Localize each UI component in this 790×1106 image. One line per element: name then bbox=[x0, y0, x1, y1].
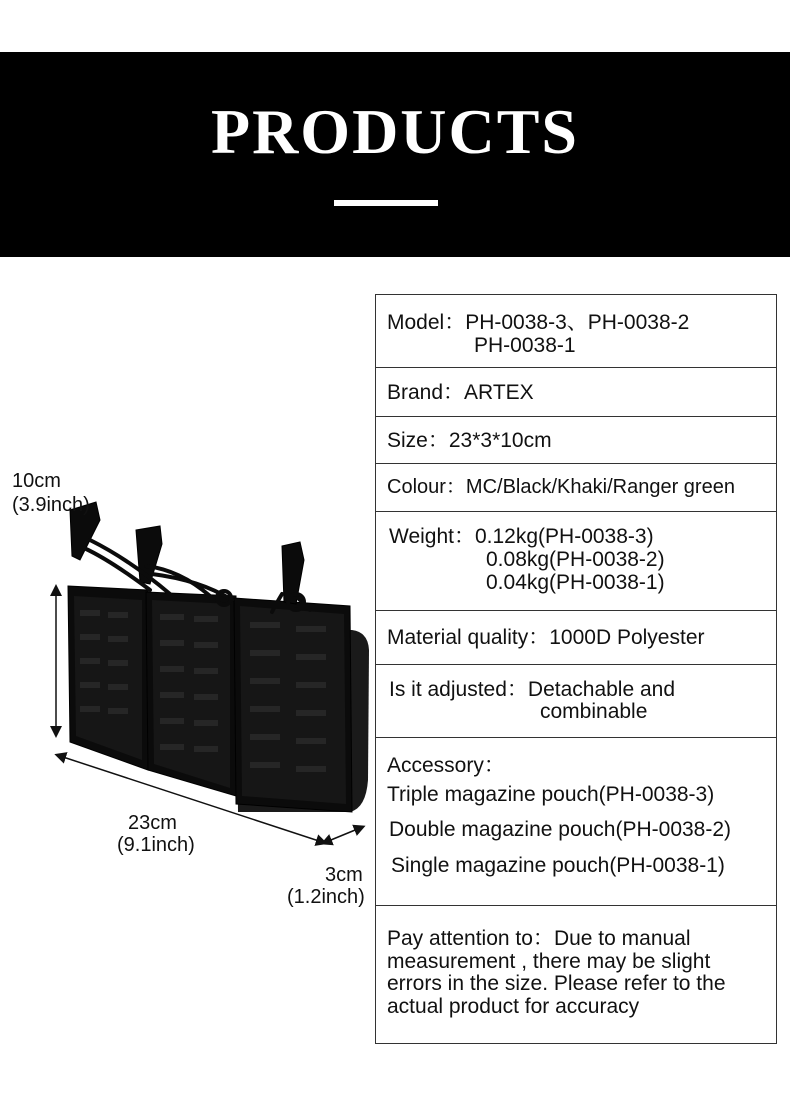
height-cm-label: 10cm bbox=[12, 470, 61, 492]
spec-row-brand bbox=[376, 368, 776, 417]
material-label: Material quality： bbox=[387, 626, 550, 649]
pouch-middle bbox=[146, 592, 236, 796]
size-value: 23*3*10cm bbox=[448, 429, 552, 452]
spec-row-attention bbox=[376, 906, 776, 1043]
colour-value: MC/Black/Khaki/Ranger green bbox=[465, 476, 735, 498]
accessory-item-single: Single magazine pouch(PH-0038-1) bbox=[391, 854, 725, 877]
adjusted-value-line2: combinable bbox=[540, 700, 648, 723]
spec-row-adjusted bbox=[376, 665, 776, 738]
accessory-item-triple: Triple magazine pouch(PH-0038-3) bbox=[387, 783, 715, 806]
model-label: Model： bbox=[387, 311, 466, 334]
spec-row-size bbox=[376, 417, 776, 464]
size-label: Size： bbox=[387, 429, 449, 452]
weight-label: Weight： bbox=[389, 525, 475, 548]
spec-row-colour bbox=[376, 464, 776, 512]
attention-line3: errors in the size. Please refer to the bbox=[387, 972, 726, 995]
pouch-left bbox=[68, 586, 148, 770]
weight-value-line3: 0.04kg(PH-0038-1) bbox=[486, 571, 665, 594]
brand-value: ARTEX bbox=[464, 381, 534, 404]
material-value: 1000D Polyester bbox=[549, 626, 705, 649]
weight-value-line1: 0.12kg(PH-0038-3) bbox=[474, 525, 654, 548]
spec-row-weight bbox=[376, 512, 776, 611]
attention-line1: Due to manual bbox=[553, 927, 691, 950]
adjusted-value-line1: Detachable and bbox=[527, 678, 676, 701]
pouch-right bbox=[234, 598, 352, 812]
spec-row-material bbox=[376, 611, 776, 665]
height-inch-label: (3.9inch) bbox=[12, 494, 90, 516]
attention-line4: actual product for accuracy bbox=[387, 994, 640, 1018]
width-cm-label: 23cm bbox=[128, 812, 177, 834]
brand-label: Brand： bbox=[387, 381, 465, 404]
adjusted-label: Is it adjusted： bbox=[389, 678, 528, 701]
model-value-line1: PH-0038-3、PH-0038-2 bbox=[465, 311, 690, 334]
page-title: PRODUCTS bbox=[210, 96, 580, 167]
spec-table bbox=[375, 294, 777, 1044]
depth-cm-label: 3cm bbox=[325, 864, 363, 886]
attention-line2: measurement , there may be slight bbox=[387, 949, 711, 973]
depth-inch-label: (1.2inch) bbox=[287, 886, 365, 908]
spec-row-accessory bbox=[376, 738, 776, 906]
width-inch-label: (9.1inch) bbox=[117, 834, 195, 856]
spec-row-model bbox=[376, 295, 776, 368]
attention-label: Pay attention to： bbox=[387, 927, 554, 950]
accessory-label: Accessory： bbox=[387, 754, 505, 777]
model-value-line2: PH-0038-1 bbox=[474, 334, 576, 357]
weight-value-line2: 0.08kg(PH-0038-2) bbox=[486, 548, 665, 571]
colour-label: Colour： bbox=[387, 476, 466, 498]
accessory-item-double: Double magazine pouch(PH-0038-2) bbox=[389, 818, 732, 841]
magazine-pouch-image bbox=[0, 0, 380, 1106]
depth-dimension-arrow bbox=[326, 828, 360, 842]
